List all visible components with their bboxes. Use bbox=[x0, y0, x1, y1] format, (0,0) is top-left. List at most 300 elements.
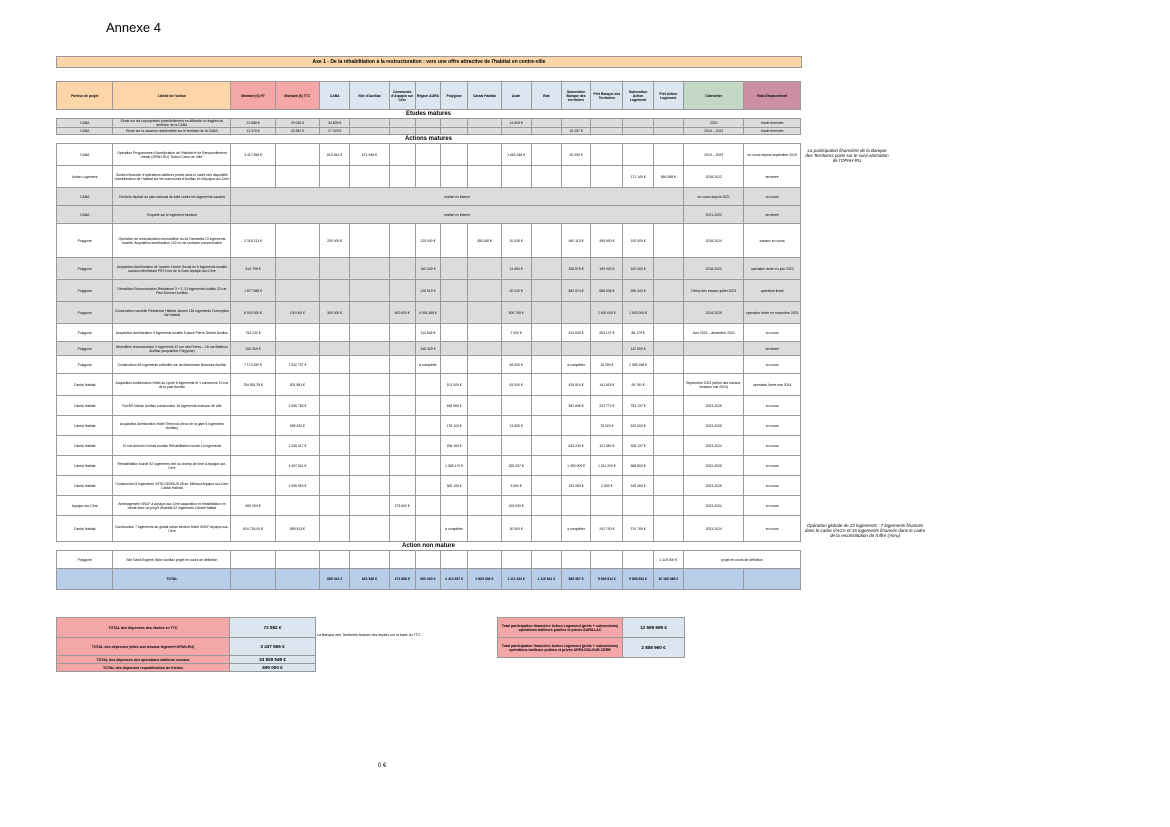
table-cell: 690 000 € bbox=[231, 496, 275, 516]
table-cell bbox=[350, 476, 389, 496]
table-cell bbox=[320, 496, 350, 516]
table-cell: CABA bbox=[57, 144, 113, 166]
table-cell bbox=[653, 224, 683, 258]
table-cell: 153 083 € bbox=[561, 476, 590, 496]
table-cell bbox=[231, 569, 275, 590]
table-cell bbox=[389, 324, 415, 342]
table-cell bbox=[389, 119, 415, 128]
table-row bbox=[57, 144, 801, 166]
table-cell bbox=[389, 416, 415, 436]
summary-row bbox=[57, 656, 316, 664]
table-cell: Acquisition Amélioration Hôtel du Lycée 6 logements et 1 commerce 10 rue de la paix Aurillac bbox=[113, 374, 231, 396]
table-cell bbox=[531, 280, 561, 302]
table-cell: 223 772 € bbox=[591, 396, 623, 416]
table-cell bbox=[350, 166, 389, 188]
table-row bbox=[57, 224, 801, 258]
table-cell: 588 836 € bbox=[591, 280, 623, 302]
table-cell bbox=[231, 396, 275, 416]
table-cell bbox=[683, 356, 743, 374]
table-row bbox=[57, 416, 801, 436]
table-cell bbox=[468, 374, 501, 396]
table-cell bbox=[468, 356, 501, 374]
table-cell bbox=[441, 551, 468, 569]
column-header: Libellé de l'action bbox=[113, 82, 231, 110]
table-cell bbox=[531, 396, 561, 416]
table-cell: CABA bbox=[57, 119, 113, 128]
table-cell: 141 618 € bbox=[591, 374, 623, 396]
table-cell bbox=[591, 166, 623, 188]
table-cell bbox=[441, 496, 468, 516]
table-cell bbox=[531, 324, 561, 342]
table-cell bbox=[561, 166, 590, 188]
table-cell bbox=[653, 476, 683, 496]
table-cell: 982 846 € bbox=[561, 396, 590, 416]
table-cell: à compléter bbox=[415, 356, 440, 374]
table-cell: en cours bbox=[744, 188, 801, 206]
table-cell bbox=[415, 436, 440, 456]
table-cell bbox=[623, 119, 653, 128]
table-cell: Polygone bbox=[57, 302, 113, 324]
column-header: Calendrier bbox=[683, 82, 743, 110]
table-cell bbox=[275, 569, 319, 590]
summary-row bbox=[498, 638, 685, 658]
column-header: Montant (€) HT bbox=[231, 82, 275, 110]
table-row bbox=[57, 516, 801, 542]
table-cell: terminée bbox=[744, 166, 801, 188]
table-cell: 4 054 368 € bbox=[415, 302, 440, 324]
table-cell: 15 167 € bbox=[561, 128, 590, 135]
table-cell bbox=[501, 551, 531, 569]
table-cell: Cantal Habitat bbox=[57, 516, 113, 542]
column-header: Porteur de projet bbox=[57, 82, 113, 110]
table-cell: 206 163 € bbox=[441, 436, 468, 456]
table-cell bbox=[653, 496, 683, 516]
header-row bbox=[57, 82, 801, 110]
table-cell: opération livrée mai 2024 bbox=[744, 374, 801, 396]
table-cell: 43 952 € bbox=[275, 128, 319, 135]
summary-value: 72 582 € bbox=[230, 618, 316, 638]
table-cell: Cantal Habitat bbox=[57, 416, 113, 436]
table-cell bbox=[468, 280, 501, 302]
table-cell: 455 180 € bbox=[468, 224, 501, 258]
table-cell bbox=[350, 396, 389, 416]
table-cell: 346 329 € bbox=[415, 342, 440, 356]
table-cell: 10 165 088 € bbox=[653, 569, 683, 590]
table-cell: Action Logement bbox=[57, 166, 113, 188]
table-cell bbox=[468, 144, 501, 166]
table-cell: 2023-2025 bbox=[683, 476, 743, 496]
table-cell bbox=[441, 342, 468, 356]
annex-title: Annexe 4 bbox=[106, 20, 161, 35]
table-cell: 45 000 € bbox=[501, 356, 531, 374]
table-cell bbox=[653, 280, 683, 302]
table-cell bbox=[501, 166, 531, 188]
table-cell: 3 417 556 € bbox=[231, 144, 275, 166]
section-header-row bbox=[57, 135, 801, 144]
table-cell: 600 000 € bbox=[389, 302, 415, 324]
table-cell: 448 960 € bbox=[441, 396, 468, 416]
table-cell: CABA bbox=[57, 206, 113, 224]
table-cell bbox=[320, 258, 350, 280]
table-cell bbox=[468, 436, 501, 456]
table-cell: en cours bbox=[744, 416, 801, 436]
table-cell bbox=[653, 302, 683, 324]
table-cell: en cours bbox=[744, 496, 801, 516]
table-cell: 305 105 € bbox=[441, 476, 468, 496]
table-cell: Cantal Habitat bbox=[57, 396, 113, 416]
table-cell: 2023-2025 bbox=[683, 396, 743, 416]
table-cell bbox=[415, 476, 440, 496]
table-cell bbox=[441, 119, 468, 128]
table-cell: opération livrée bbox=[744, 280, 801, 302]
table-cell: 5 609 512 € bbox=[591, 569, 623, 590]
table-cell bbox=[389, 374, 415, 396]
table-cell bbox=[350, 119, 389, 128]
table-cell: 2 119 000 € bbox=[653, 551, 683, 569]
table-cell: 329 503 € bbox=[623, 416, 653, 436]
table-cell bbox=[531, 456, 561, 476]
table-cell bbox=[531, 166, 561, 188]
summary-row bbox=[57, 638, 316, 656]
table-cell bbox=[561, 302, 590, 324]
table-cell: Construction 7 logements au global urban secteur friche SNCF Arpajon-sur-Cère bbox=[113, 516, 231, 542]
table-cell: 560 088 € bbox=[653, 166, 683, 188]
table-row bbox=[57, 258, 801, 280]
table-cell bbox=[653, 324, 683, 342]
table-cell: Territoire lauréat du plan national de lutte contre les logements vacants bbox=[113, 188, 231, 206]
table-cell: 426 514 € bbox=[561, 374, 590, 396]
table-row bbox=[57, 551, 801, 569]
table-cell bbox=[591, 128, 623, 135]
column-header: Prêt Action Logement bbox=[653, 82, 683, 110]
table-cell bbox=[441, 128, 468, 135]
table-cell: 160 000 € bbox=[415, 258, 440, 280]
table-cell: en cours bbox=[744, 396, 801, 416]
table-cell: 202 700 € bbox=[591, 516, 623, 542]
table-cell: 20 028 € bbox=[501, 224, 531, 258]
column-header: Subvention Banque des territoires bbox=[561, 82, 590, 110]
table-cell: 500 790 € bbox=[501, 302, 531, 324]
table-cell: Cantal Habitat bbox=[57, 374, 113, 396]
zero-label: 0 € bbox=[378, 763, 387, 769]
table-cell: en cours bbox=[744, 356, 801, 374]
table-cell bbox=[415, 416, 440, 436]
table-cell bbox=[653, 128, 683, 135]
table-cell bbox=[468, 456, 501, 476]
table-cell: 624 735,00 € bbox=[231, 516, 275, 542]
table-cell bbox=[531, 516, 561, 542]
table-cell: Site Saint-Eugène (fiche Aurillac projet en cours de définition bbox=[113, 551, 231, 569]
summary-value: 12 599 999 € bbox=[623, 618, 685, 638]
table-cell bbox=[415, 144, 440, 166]
column-header: Montant (€) TTC bbox=[275, 82, 319, 110]
table-cell: 208 137 € bbox=[623, 436, 653, 456]
table-cell: 2018-2024 bbox=[683, 224, 743, 258]
table-cell: 863 574 € bbox=[561, 280, 590, 302]
table-cell: 1 365 170 € bbox=[441, 456, 468, 476]
section-header-row bbox=[57, 542, 801, 551]
table-cell: 7 173 280 € bbox=[231, 356, 275, 374]
table-cell bbox=[389, 551, 415, 569]
table-cell bbox=[468, 166, 501, 188]
table-cell: 14 654 € bbox=[501, 258, 531, 280]
table-cell bbox=[653, 258, 683, 280]
table-cell: en cours depuis 2021 bbox=[683, 188, 743, 206]
table-row bbox=[57, 456, 801, 476]
table-cell bbox=[389, 396, 415, 416]
table-cell bbox=[231, 456, 275, 476]
table-cell bbox=[350, 342, 389, 356]
table-cell bbox=[415, 166, 440, 188]
table-cell: 2023-2024 bbox=[683, 436, 743, 456]
table-row bbox=[57, 436, 801, 456]
note-operation-globale: Opération globale de 22 logements : 7 logements financés dans le cadre d'ACV et 15 logements financés dans le cadre de la reconstitution de l'offre (Anru) bbox=[804, 523, 926, 538]
table-cell: 2018-2023 bbox=[683, 258, 743, 280]
table-cell bbox=[531, 374, 561, 396]
table-cell: 2023-2024 bbox=[683, 496, 743, 516]
table-cell bbox=[389, 166, 415, 188]
table-cell bbox=[591, 144, 623, 166]
table-cell: 614 798 € bbox=[231, 258, 275, 280]
table-cell bbox=[468, 342, 501, 356]
table-cell: opération livrée en novembre 2023 bbox=[744, 302, 801, 324]
table-cell bbox=[501, 396, 531, 416]
table-cell: 171 140 € bbox=[623, 166, 653, 188]
table-cell bbox=[441, 280, 468, 302]
table-cell bbox=[275, 166, 319, 188]
column-header: Etat bbox=[531, 82, 561, 110]
table-cell bbox=[350, 224, 389, 258]
table-cell: 1 652 448 € bbox=[501, 144, 531, 166]
summary-row bbox=[57, 618, 316, 638]
table-cell: 112 500 € bbox=[623, 342, 653, 356]
table-cell bbox=[623, 551, 653, 569]
table-row bbox=[57, 166, 801, 188]
table-cell bbox=[415, 516, 440, 542]
table-cell: 5 000 € bbox=[501, 476, 531, 496]
table-cell: Cantal Habitat bbox=[57, 436, 113, 456]
table-cell bbox=[415, 374, 440, 396]
table-cell bbox=[389, 356, 415, 374]
table-cell bbox=[275, 258, 319, 280]
table-cell bbox=[441, 144, 468, 166]
table-cell: 1 877 588 € bbox=[231, 280, 275, 302]
table-cell: Acquisition Amélioration de l'ancien Centre Social en 6 logements locatifs sociaux bénéficiant PRI 3 rue de la Gare Arpajon-sur-Cère bbox=[113, 258, 231, 280]
table-cell bbox=[591, 551, 623, 569]
table-cell: 21 688 € bbox=[231, 119, 275, 128]
table-cell bbox=[531, 119, 561, 128]
table-cell: Réhabilitation lourde 52 logements cité du champ de foire à Arpajon-sur-Cère bbox=[113, 456, 231, 476]
table-cell bbox=[350, 324, 389, 342]
table-cell: 114 645 € bbox=[415, 324, 440, 342]
table-cell: réalisé en interne bbox=[231, 206, 684, 224]
table-cell bbox=[320, 374, 350, 396]
table-cell bbox=[389, 224, 415, 258]
table-cell bbox=[653, 396, 683, 416]
table-cell bbox=[561, 342, 590, 356]
table-cell: 30 000 € bbox=[501, 516, 531, 542]
column-header: CABA bbox=[320, 82, 350, 110]
table-cell: 2022-2025 bbox=[683, 456, 743, 476]
table-cell bbox=[350, 456, 389, 476]
table-cell: 688 803 € bbox=[623, 456, 653, 476]
table-cell: CABA bbox=[57, 128, 113, 135]
table-cell: 121 550 € bbox=[591, 436, 623, 456]
column-header: Prêt Banque des Territoires bbox=[591, 82, 623, 110]
table-cell bbox=[231, 166, 275, 188]
table-cell: 4 413 637 € bbox=[441, 569, 468, 590]
table-cell bbox=[320, 342, 350, 356]
table-cell bbox=[653, 436, 683, 456]
table-cell: Septembre 2023 (début des travaux, livraison mai 2024) bbox=[683, 374, 743, 396]
table-cell bbox=[275, 224, 319, 258]
summary-value: 3 437 556 € bbox=[230, 638, 316, 656]
table-cell bbox=[389, 280, 415, 302]
summary-value: 690 000 € bbox=[230, 664, 316, 672]
table-row bbox=[57, 188, 801, 206]
table-cell: 18 250 € bbox=[591, 356, 623, 374]
table-cell: à compléter bbox=[561, 516, 590, 542]
table-cell bbox=[531, 224, 561, 258]
table-cell: 598 532 € bbox=[275, 416, 319, 436]
table-cell: 1 011 200 € bbox=[591, 456, 623, 476]
table-cell bbox=[350, 280, 389, 302]
table-cell: 86 179 € bbox=[623, 324, 653, 342]
table-cell: 275 600 € bbox=[389, 496, 415, 516]
table-cell: Construction 5 logements VSTA GENOUS 28 av. Milhaud Arpajon-sur-Cère Cantal Habitat bbox=[113, 476, 231, 496]
table-cell: en cours depuis septembre 2019 bbox=[744, 144, 801, 166]
table-cell bbox=[653, 374, 683, 396]
table-cell: 99 761 € bbox=[623, 374, 653, 396]
table-cell bbox=[531, 416, 561, 436]
table-cell bbox=[350, 516, 389, 542]
table-cell bbox=[623, 128, 653, 135]
table-cell bbox=[623, 496, 653, 516]
table-cell: en cours bbox=[744, 436, 801, 456]
table-cell: 2 809 036 € bbox=[468, 569, 501, 590]
table-cell bbox=[320, 476, 350, 496]
table-cell: 159 000 € bbox=[591, 258, 623, 280]
table-cell: 2023-2025 bbox=[683, 416, 743, 436]
table-cell bbox=[415, 456, 440, 476]
table-row bbox=[57, 342, 801, 356]
table-cell bbox=[468, 258, 501, 280]
table-cell bbox=[275, 551, 319, 569]
axis-banner: Axe 1 - De la réhabilitation à la restructuration : vers une offre attractive de l'habitat en centre-ville bbox=[56, 56, 802, 68]
table-cell: Acquisition Amélioration Hôtel Terminus (lieux de la gare 6 logements Aurillac) bbox=[113, 416, 231, 436]
table-cell: Arpajon-sur-Cère bbox=[57, 496, 113, 516]
table-cell: 100 000 € bbox=[623, 224, 653, 258]
table-cell: terminée bbox=[744, 342, 801, 356]
table-cell: 2 945 763 € bbox=[275, 396, 319, 416]
table-cell bbox=[468, 551, 501, 569]
table-cell bbox=[653, 119, 683, 128]
table-cell bbox=[531, 436, 561, 456]
table-cell bbox=[653, 144, 683, 166]
table-cell: 643 230 € bbox=[561, 436, 590, 456]
table-cell: 14 805 € bbox=[501, 119, 531, 128]
section-title: Actions matures bbox=[57, 135, 801, 144]
table-cell: CABA bbox=[57, 188, 113, 206]
table-row bbox=[57, 206, 801, 224]
table-row bbox=[57, 496, 801, 516]
table-cell: travaux en cours bbox=[744, 224, 801, 258]
table-cell: Rot 8/9 Valmic Aurillac construction 16 logements maisons de ville bbox=[113, 396, 231, 416]
table-cell: 374 760 € bbox=[623, 516, 653, 542]
table-row bbox=[57, 356, 801, 374]
table-cell bbox=[350, 356, 389, 374]
column-header: Communes d'Arpajon sur Cère bbox=[389, 82, 415, 110]
table-cell: Démolition Reconstruction Résidence 3 + C 13 logements locatifs 22 rue Paul Doumer Aurillac bbox=[113, 280, 231, 302]
table-cell: Opération Programmée d'Amélioration de l'Habitat et de Renouvellement Urbain (OPAH-RU) "Action Cœur de Ville" bbox=[113, 144, 231, 166]
summary-label: TOTAL des dépenses des études en TTC bbox=[57, 618, 230, 638]
table-cell: 831 851 € bbox=[275, 374, 319, 396]
table-cell bbox=[561, 496, 590, 516]
table-row bbox=[57, 280, 801, 302]
column-header: Etat d'avancement bbox=[744, 82, 801, 110]
table-cell: Polygone bbox=[57, 342, 113, 356]
section-title: Action non mature bbox=[57, 542, 801, 551]
table-cell: 100 000 € bbox=[231, 342, 275, 356]
table-cell: Opération de restructuration immobilière du lot Gambetta 13 logements locatifs. Acquisition amélioration 120 m² de surfaces commerciales bbox=[113, 224, 231, 258]
table-cell: étude terminée bbox=[744, 119, 801, 128]
table-cell: 14 378 € bbox=[231, 128, 275, 135]
table-cell bbox=[591, 496, 623, 516]
table-cell: 263 147 € bbox=[591, 324, 623, 342]
table-cell bbox=[623, 144, 653, 166]
table-cell: 7 000 € bbox=[501, 324, 531, 342]
table-cell: 30 042 € bbox=[501, 280, 531, 302]
table-cell: 8 000 000 € bbox=[231, 302, 275, 324]
table-cell: 78 923 € bbox=[591, 416, 623, 436]
table-cell: 178 103 € bbox=[441, 416, 468, 436]
table-cell: 10 rue Antonin Dumas Aurillac Réhabilitation lourde 14 logements bbox=[113, 436, 231, 456]
table-cell bbox=[561, 551, 590, 569]
table-cell bbox=[415, 551, 440, 569]
table-cell: 754 951,25 € bbox=[231, 374, 275, 396]
table-cell: en cours bbox=[744, 324, 801, 342]
table-cell bbox=[441, 258, 468, 280]
table-cell bbox=[468, 476, 501, 496]
summary-value: 33 828 948 € bbox=[230, 656, 316, 664]
table-cell: en cours bbox=[744, 476, 801, 496]
table-cell bbox=[441, 302, 468, 324]
column-header: Polygone bbox=[441, 82, 468, 110]
column-header: Cantal Habitat bbox=[468, 82, 501, 110]
table-cell: 4 497 511 € bbox=[275, 456, 319, 476]
column-header: Subvention Action Logement bbox=[623, 82, 653, 110]
table-cell bbox=[415, 128, 440, 135]
table-cell bbox=[389, 436, 415, 456]
table-cell bbox=[441, 356, 468, 374]
summary-value: 2 808 960 € bbox=[623, 638, 685, 658]
table-cell bbox=[231, 416, 275, 436]
table-cell: Démolition reconstruction 2 logements 12 rue des Frères – 16 rue Ballerou Aurillac (acquisition Polygone) bbox=[113, 342, 231, 356]
table-cell bbox=[350, 302, 389, 324]
table-cell: 2016 – 2023 bbox=[683, 128, 743, 135]
table-cell: 2021-2022 bbox=[683, 206, 743, 224]
table-cell: Polygone bbox=[57, 324, 113, 342]
table-cell bbox=[468, 128, 501, 135]
summary-label: Total participation financière Action Logement (prêts + subventions) opérations bailleurs publics et privés ARPAJON-SUR-CERE bbox=[498, 638, 623, 658]
table-cell: 27 023 € bbox=[320, 128, 350, 135]
table-cell: 1 500 000 € bbox=[623, 302, 653, 324]
table-cell: Aménagement SNCF à Arpajon-sur-Cère acquisition et réhabilitation en mixité avec un projet d'habitat 22 logements Cantal Habitat bbox=[113, 496, 231, 516]
table-cell bbox=[653, 356, 683, 374]
table-cell: 1 099 953 € bbox=[275, 476, 319, 496]
table-cell: 300 000 € bbox=[320, 302, 350, 324]
table-cell: 2020 bbox=[683, 119, 743, 128]
